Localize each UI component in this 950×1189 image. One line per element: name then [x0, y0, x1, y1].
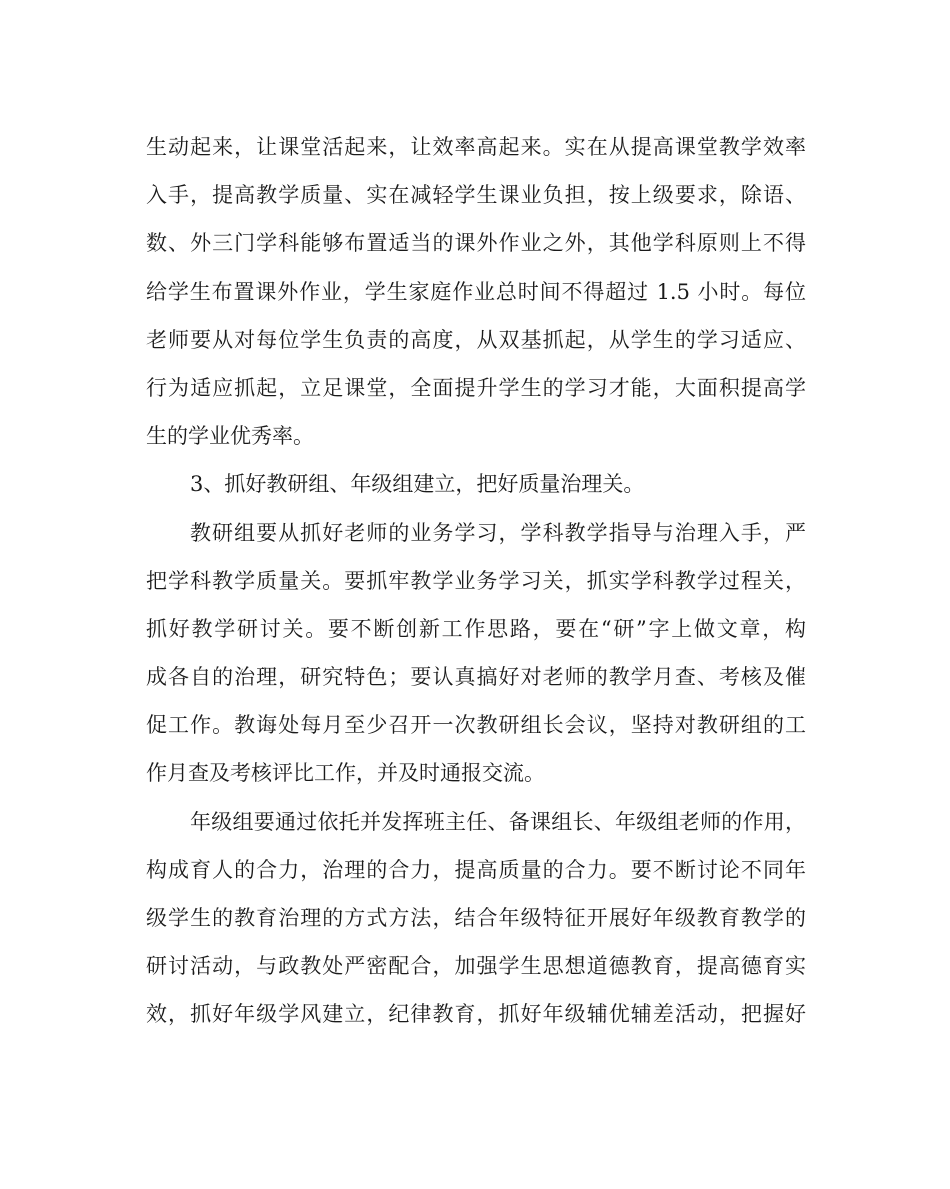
- text-line: 行为适应抓起，立足课堂，全面提升学生的学习才能，大面积提高学: [146, 375, 806, 400]
- text-line: 老师要从对每位学生负责的高度，从双基抓起，从学生的学习适应、: [146, 327, 806, 352]
- text-line: 年级组要通过依托并发挥班主任、备课组长、年级组老师的作用，: [190, 809, 806, 834]
- text-line: 教研组要从抓好老师的业务学习，学科教学指导与治理入手，严: [190, 520, 806, 545]
- text-line: 把学科教学质量关。要抓牢教学业务学习关，抓实学科教学过程关，: [146, 568, 806, 593]
- text-line: 数、外三门学科能够布置适当的课外作业之外，其他学科原则上不得: [146, 231, 806, 256]
- text-line: 级学生的教育治理的方式方法，结合年级特征开展好年级教育教学的: [146, 906, 806, 930]
- text-line: 入手，提高教学质量、实在减轻学生课业负担，按上级要求，除语、: [146, 183, 806, 208]
- text-line: 3、抓好教研组、年级组建立，把好质量治理关。: [190, 472, 645, 497]
- document-body: [146, 123, 806, 1039]
- text-line: 效，抓好年级学风建立，纪律教育，抓好年级辅优辅差活动，把握好: [146, 1002, 806, 1027]
- text-line: 成各自的治理，研究特色；要认真搞好对老师的教学月查、考核及催: [146, 665, 806, 690]
- text-line: 促工作。教诲处每月至少召开一次教研组长会议，坚持对教研组的工: [146, 713, 806, 738]
- text-line: 生动起来，让课堂活起来，让效率高起来。实在从提高课堂教学效率: [146, 135, 806, 159]
- text-line: 作月查及考核评比工作，并及时通报交流。: [146, 761, 545, 786]
- text-line: 研讨活动，与政教处严密配合，加强学生思想道德教育，提高德育实: [146, 954, 806, 979]
- text-line: 给学生布置课外作业，学生家庭作业总时间不得超过 1.5 小时。每位: [146, 279, 806, 304]
- text-line: 生的学业优秀率。: [146, 424, 314, 449]
- text-line: 构成育人的合力，治理的合力，提高质量的合力。要不断讨论不同年: [146, 857, 806, 882]
- text-line: 抓好教学研讨关。要不断创新工作思路，要在“研”字上做文章，构: [146, 616, 806, 641]
